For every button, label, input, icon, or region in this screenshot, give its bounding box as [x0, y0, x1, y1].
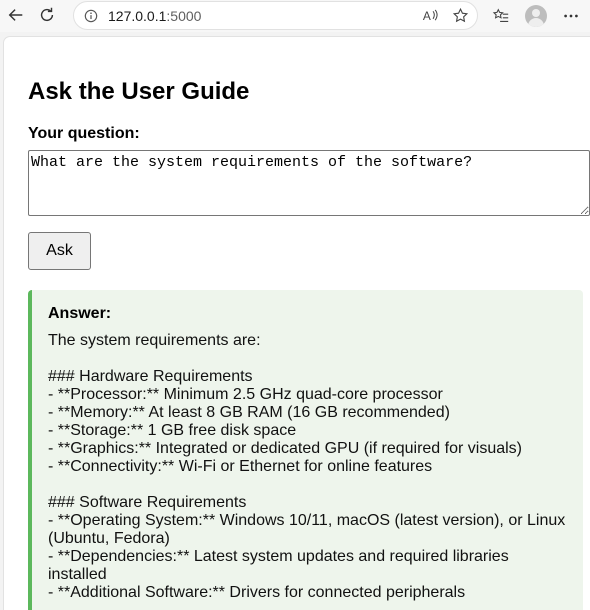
read-aloud-icon[interactable]	[417, 3, 443, 29]
url-host: 127.0.0.1	[108, 7, 167, 24]
url-text[interactable]	[108, 8, 417, 24]
site-info-icon[interactable]	[80, 9, 102, 23]
back-arrow-icon	[7, 6, 25, 24]
profile-button[interactable]	[518, 1, 554, 31]
ask-button[interactable]: Ask	[28, 232, 91, 270]
page-title: Ask the User Guide	[28, 78, 250, 105]
reload-icon	[38, 6, 56, 24]
answer-panel	[28, 290, 583, 610]
url-port: :5000	[166, 7, 202, 24]
answer-label: Answer:	[48, 305, 112, 322]
browser-toolbar	[0, 0, 590, 32]
more-menu-button[interactable]	[554, 1, 588, 31]
question-label: Your question:	[28, 125, 140, 142]
answer-text: The system requirements are: ### Hardware Requirements - **Processor:** Minimum 2.5 GHz quad-core processor - **Memory:** At least 8 GB RAM (16 GB recommended) - **Storage:** 1 GB free disk space - **Graphics:** Integrated or dedicated GPU (if required for visuals) - **Connectivity:** Wi-Fi or Ethernet for online features ### Software Requirements - **Operating System:** Windows 10/11, macOS (latest version), or Linux (Ubuntu, Fedora) - **Dependencies:** Latest system updates and required libraries installed - **Additional Software:** Drivers for connected peripherals	[48, 332, 566, 601]
favorites-button[interactable]	[484, 1, 518, 31]
main-content	[28, 37, 584, 610]
favorites-list-icon	[492, 7, 510, 25]
reload-button[interactable]	[31, 0, 63, 30]
page-viewport	[3, 36, 590, 610]
svg-text:A: A	[422, 8, 431, 23]
question-input[interactable]	[28, 150, 590, 216]
more-dots-icon	[562, 7, 580, 25]
address-bar[interactable]	[73, 1, 478, 30]
favorite-star-icon[interactable]	[447, 3, 473, 29]
avatar	[525, 5, 547, 27]
back-button[interactable]	[0, 0, 32, 30]
